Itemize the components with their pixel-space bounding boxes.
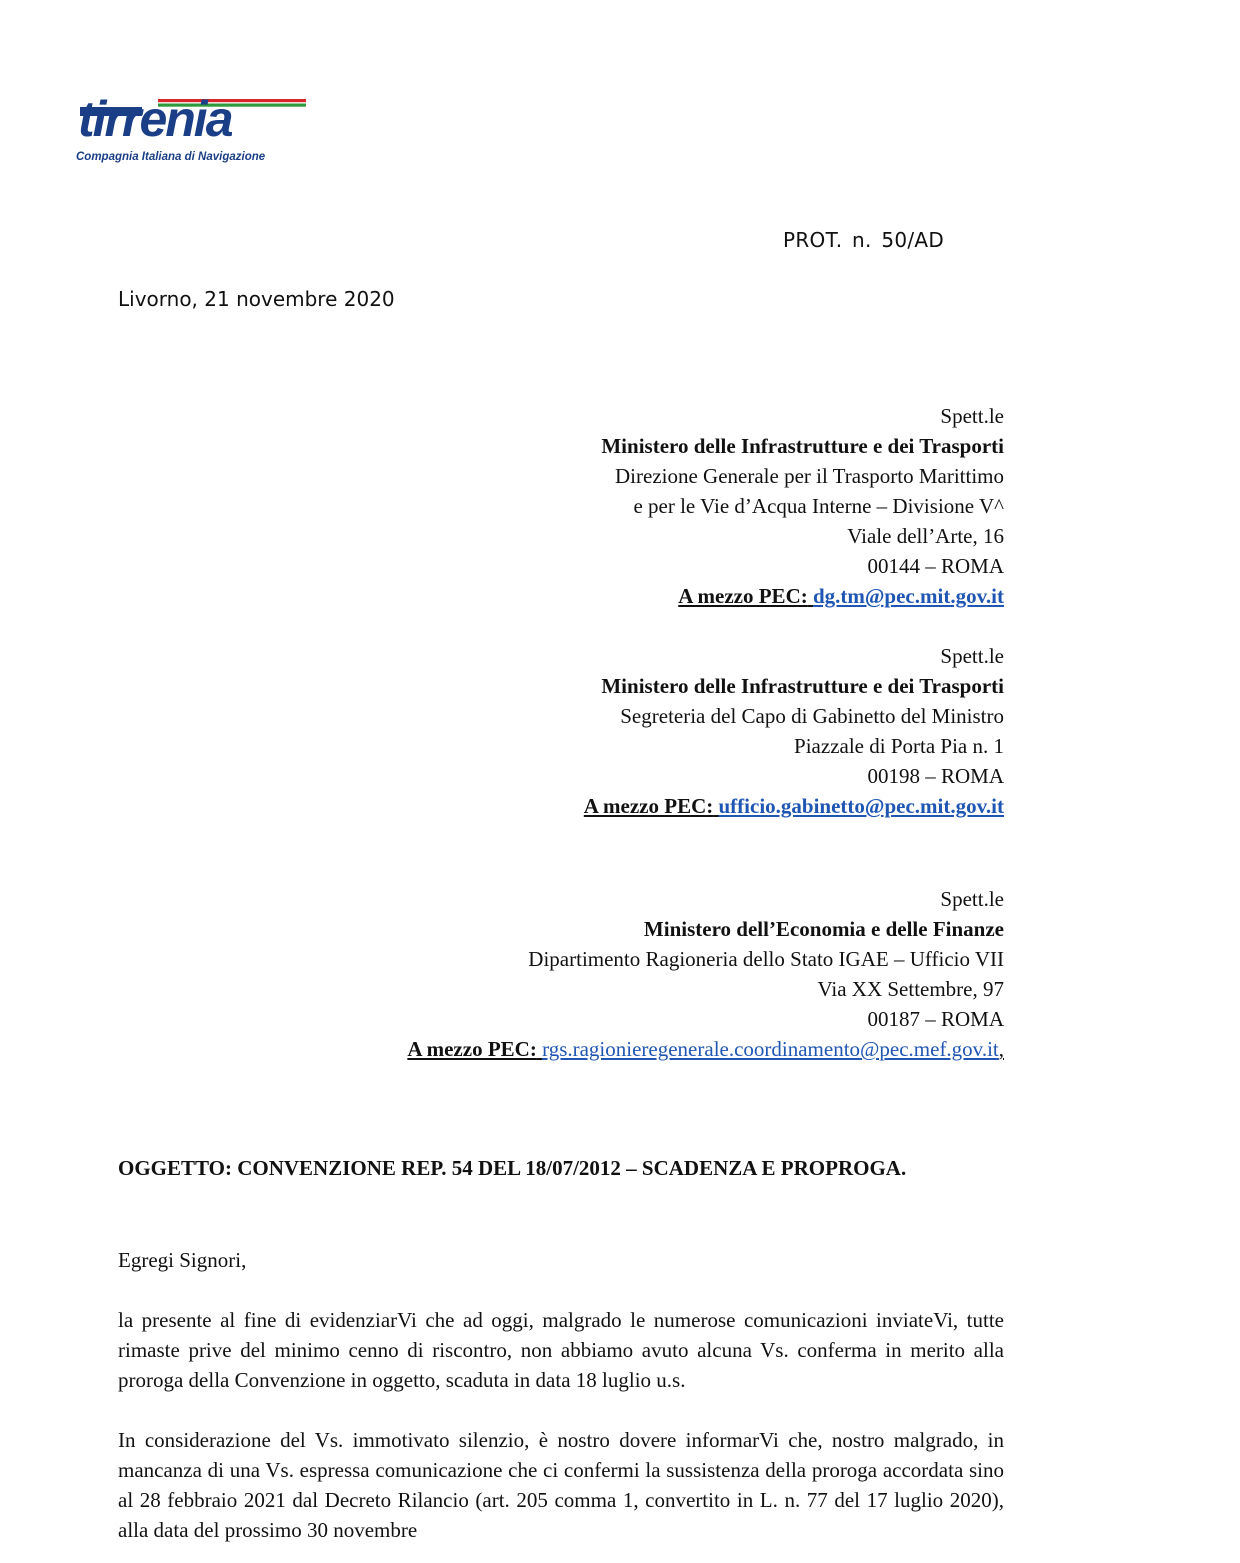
recipient-line: e per le Vie d’Acqua Interne – Divisione V^ [633,494,1004,518]
recipient-line: 00187 – ROMA [867,1007,1004,1031]
recipient-line: Dipartimento Ragioneria dello Stato IGAE – Ufficio VII [528,947,1004,971]
logo-tagline: Compagnia Italiana di Navigazione [76,151,266,163]
pec-label: A mezzo PEC: [407,1037,537,1061]
recipient-block-1 [284,401,1004,611]
subject-heading: OGGETTO: CONVENZIONE REP. 54 DEL 18/07/2012 – SCADENZA E PROPROGA. [118,1156,907,1180]
letter-salutation: Egregi Signori, [118,1248,247,1272]
logo-brand-text: tirrenia [78,91,232,147]
recipient-block-3 [284,884,1004,1064]
pec-line [284,791,1004,821]
recipient-line: Direzione Generale per il Trasporto Marittimo [615,464,1004,488]
recipient-salutation: Spett.le [940,887,1004,911]
recipient-name: Ministero delle Infrastrutture e dei Trasporti [601,434,1004,458]
recipient-line: Viale dell’Arte, 16 [847,524,1004,548]
recipient-block-2 [284,641,1004,821]
pec-line [284,1034,1004,1064]
company-logo [76,88,316,168]
recipient-line: Via XX Settembre, 97 [817,977,1004,1001]
recipient-line: Segreteria del Capo di Gabinetto del Ministro [620,704,1004,728]
recipient-salutation: Spett.le [940,644,1004,668]
body-paragraph-2: In considerazione del Vs. immotivato silenzio, è nostro dovere informarVi che, nostro malgrado, in mancanza di una Vs. espressa comunicazione che ci confermi la sussistenza della proroga accordata sino al 28 febbraio 2021 dal Decreto Rilancio (art. 205 comma 1, convertito in L. n. 77 del 17 luglio 2020), alla data del prossimo 30 novembre [118,1428,1004,1542]
recipient-name: Ministero delle Infrastrutture e dei Trasporti [601,674,1004,698]
date-line: Livorno, 21 novembre 2020 [118,287,395,311]
recipient-name: Ministero dell’Economia e delle Finanze [643,917,1004,941]
pec-suffix: , [998,1037,1004,1061]
recipient-line: Piazzale di Porta Pia n. 1 [794,734,1004,758]
recipient-line: 00144 – ROMA [867,554,1004,578]
pec-label: A mezzo PEC: [678,584,808,608]
pec-email-link[interactable]: ufficio.gabinetto@pec.mit.gov.it [718,794,1004,818]
protocol-number: PROT. n. 50/AD [783,228,945,252]
pec-email-link[interactable]: rgs.ragionieregenerale.coordinamento@pec.mef.gov.it [542,1037,999,1061]
recipient-salutation: Spett.le [940,404,1004,428]
body-paragraph-1: la presente al fine di evidenziarVi che ad oggi, malgrado le numerose comunicazioni inviateVi, tutte rimaste prive del minimo cenno di riscontro, non abbiamo avuto alcuna Vs. conferma in merito alla proroga della Convenzione in oggetto, scaduta in data 18 luglio u.s. [118,1308,1004,1392]
pec-line [284,581,1004,611]
pec-label: A mezzo PEC: [583,794,714,818]
recipient-line: 00198 – ROMA [867,764,1004,788]
tirrenia-wordmark-icon [76,88,316,148]
pec-email-link[interactable]: dg.tm@pec.mit.gov.it [812,584,1004,608]
